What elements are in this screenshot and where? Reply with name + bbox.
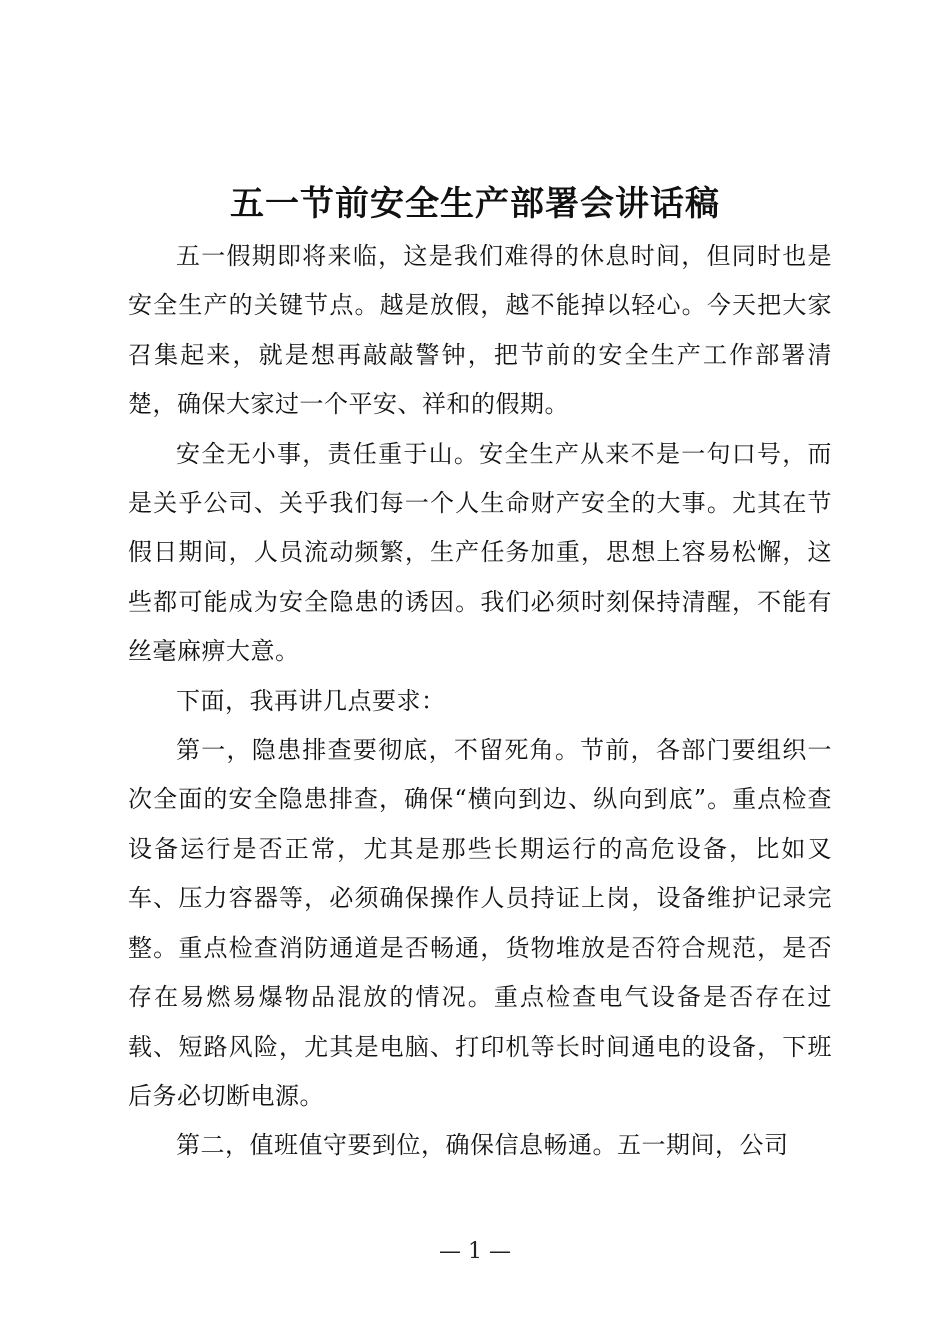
paragraph-requirements-lead: 下面，我再讲几点要求： bbox=[176, 686, 446, 715]
document-body bbox=[128, 232, 832, 1171]
document-title: 五一节前安全生产部署会讲话稿 bbox=[230, 184, 720, 224]
paragraph-safety-importance: 安全无小事，责任重于山。安全生产从来不是一句口号，而是关乎公司、关乎我们每一个人生命财产安全的大事。尤其在节假日期间，人员流动频繁，生产任务加重，思想上容易松懈，这些都可能成为安全隐患的诱因。我们必须时刻保持清醒，不能有丝毫麻痹大意。 bbox=[128, 439, 832, 666]
paragraph-requirement-1: 第一，隐患排查要彻底，不留死角。节前，各部门要组织一次全面的安全隐患排查，确保“横向到边、纵向到底”。重点检查设备运行是否正常，尤其是那些长期运行的高危设备，比如叉车、压力容器等，必须确保操作人员持证上岗，设备维护记录完整。重点检查消防通道是否畅通，货物堆放是否符合规范，是否存在易燃易爆物品混放的情况。重点检查电气设备是否存在过载、短路风险，尤其是电脑、打印机等长时间通电的设备，下班后务必切断电源。 bbox=[128, 736, 832, 1110]
page-number: — 1 — bbox=[439, 1239, 511, 1264]
paragraph-intro: 五一假期即将来临，这是我们难得的休息时间，但同时也是安全生产的关键节点。越是放假，越不能掉以轻心。今天把大家召集起来，就是想再敲敲警钟，把节前的安全生产工作部署清楚，确保大家过一个平安、祥和的假期。 bbox=[128, 242, 832, 419]
paragraph-requirement-2: 第二，值班值守要到位，确保信息畅通。五一期间，公司 bbox=[176, 1131, 789, 1160]
